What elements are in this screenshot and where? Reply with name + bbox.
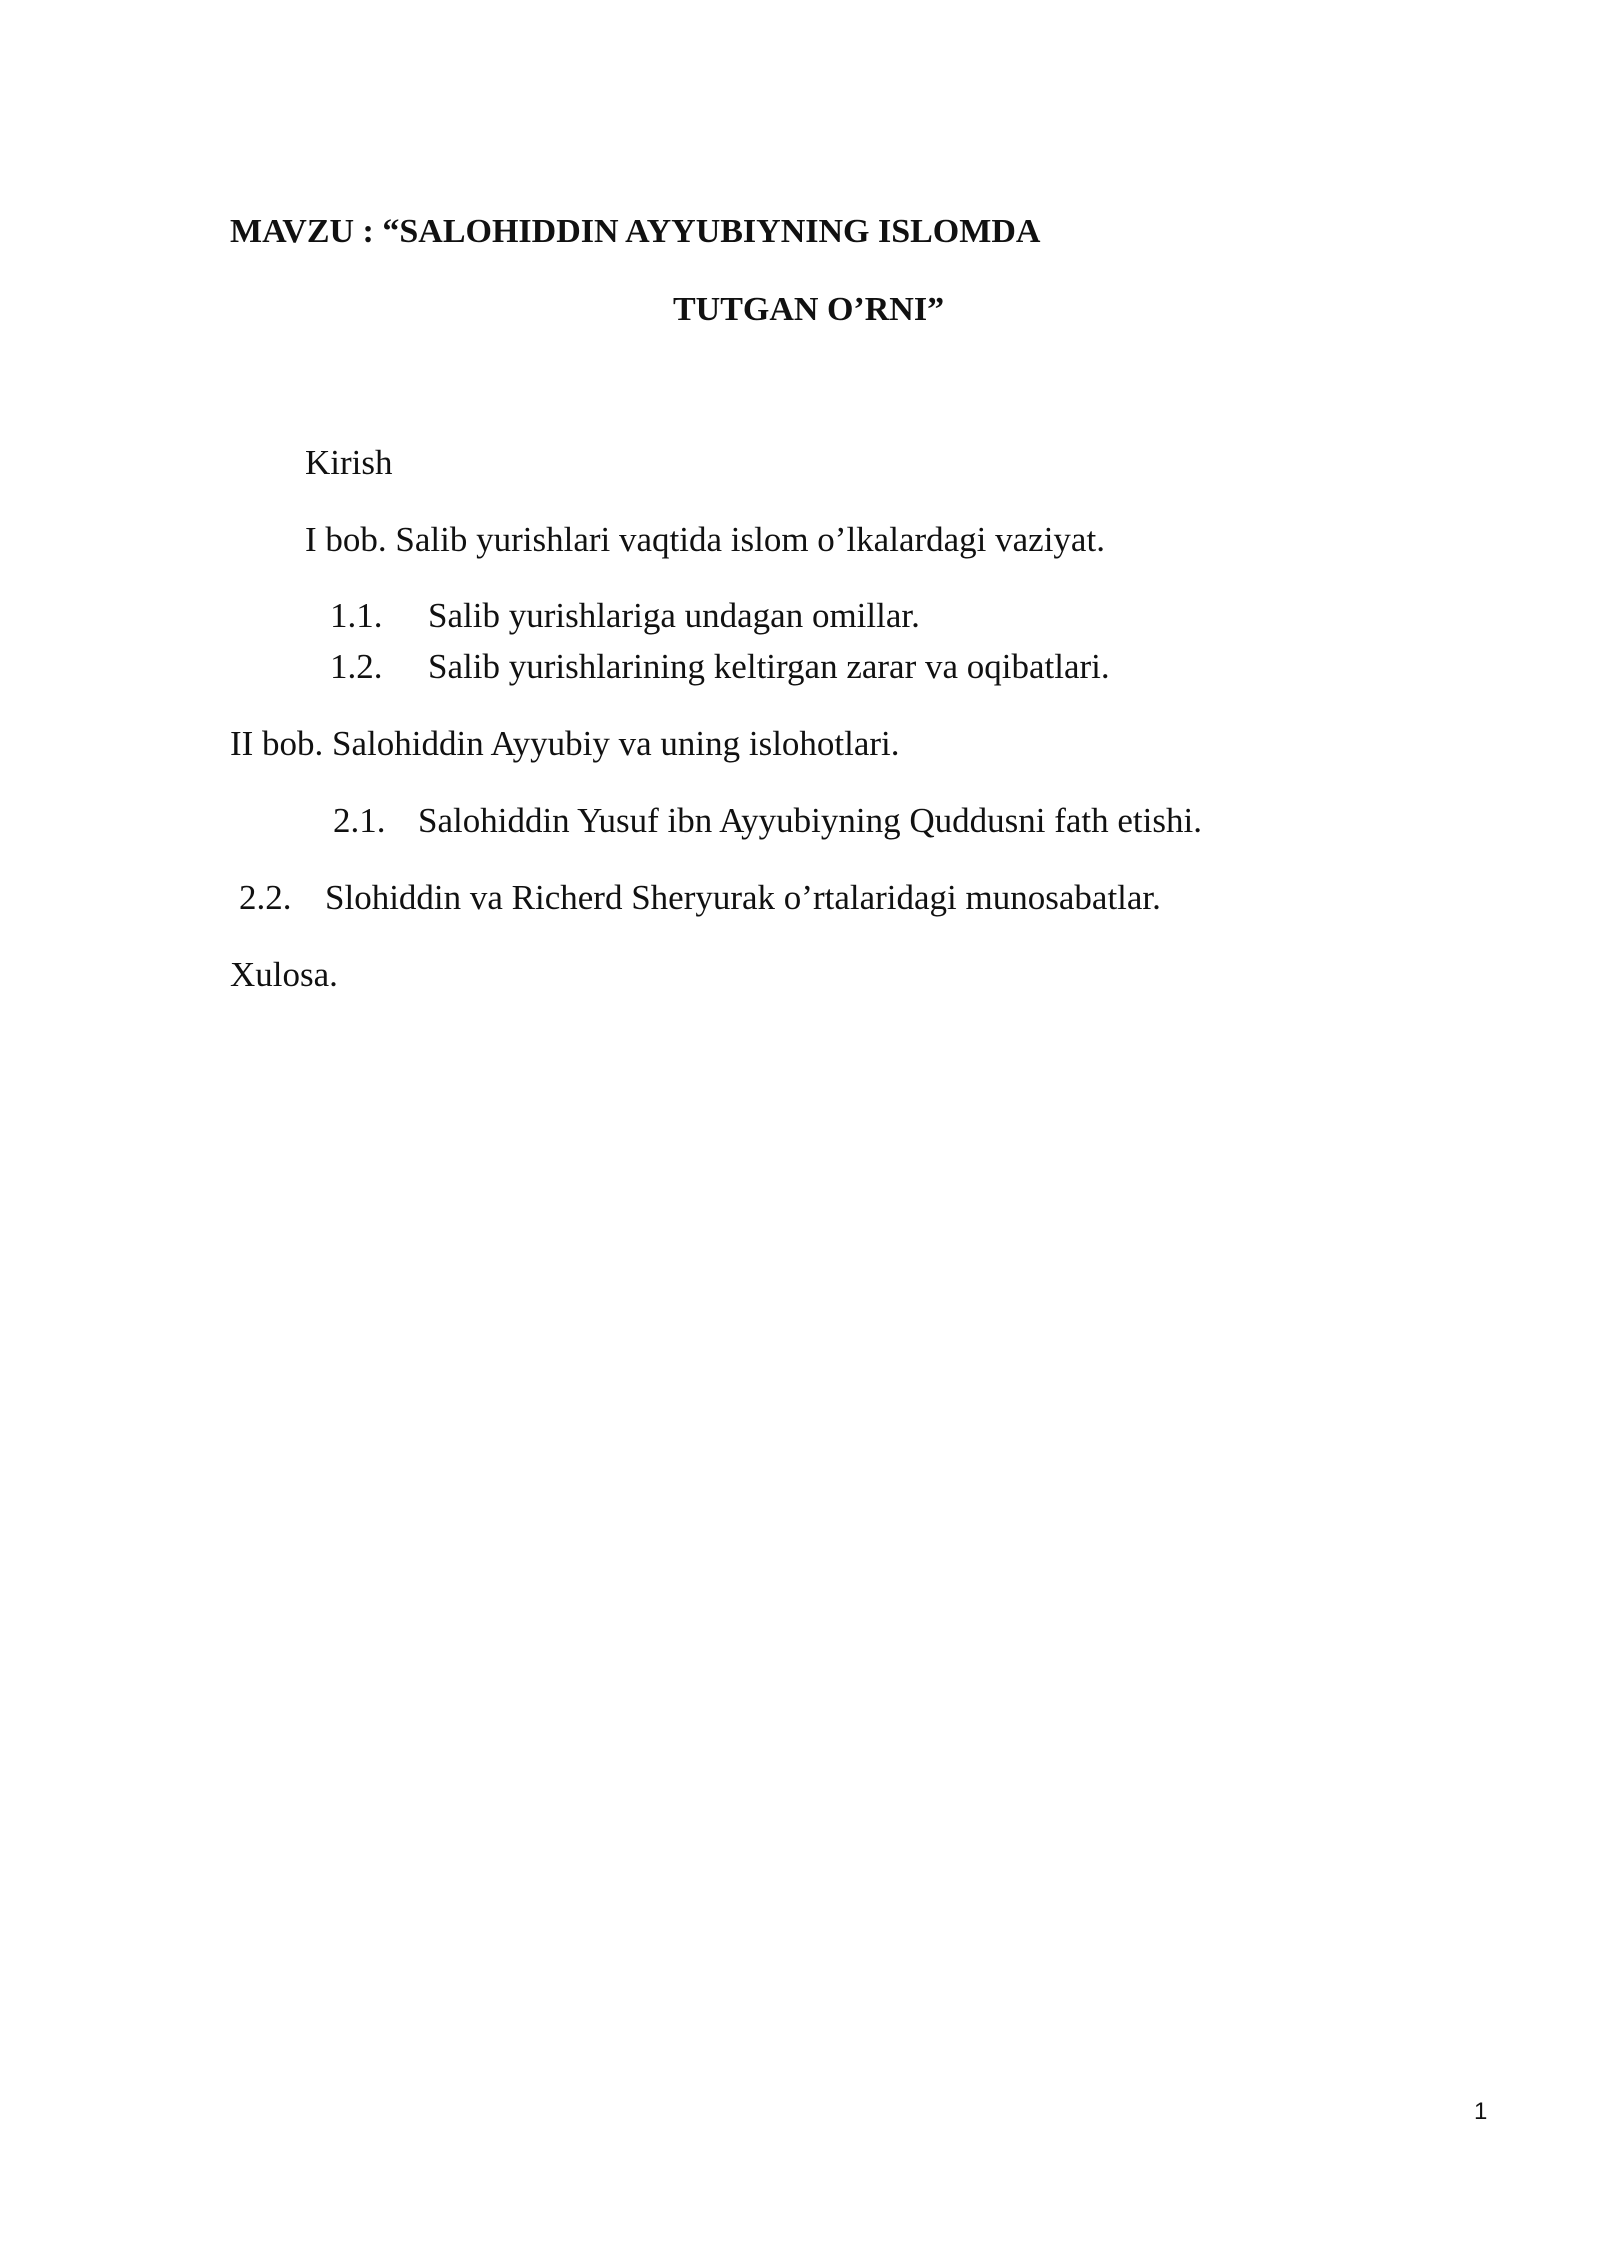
section-number: 1.2. — [330, 647, 383, 686]
title-line-1: MAVZU : “SALOHIDDIN AYYUBIYNING ISLOMDA — [230, 213, 1041, 250]
section-title: Salohiddin Yusuf ibn Ayyubiyning Quddusni fath etishi. — [418, 801, 1202, 840]
section-title: Slohiddin va Richerd Sheryurak o’rtalaridagi munosabatlar. — [325, 878, 1161, 917]
toc-chapter-1: I bob. Salib yurishlari vaqtida islom o’lkalardagi vaziyat. — [305, 520, 1105, 559]
title-line-2: TUTGAN O’RNI” — [673, 291, 945, 328]
toc-conclusion: Xulosa. — [230, 955, 338, 994]
page-number: 1 — [1474, 2098, 1488, 2125]
section-title: Salib yurishlarining keltirgan zarar va oqibatlari. — [428, 647, 1110, 686]
section-title: Salib yurishlariga undagan omillar. — [428, 596, 920, 635]
section-number: 2.2. — [239, 878, 292, 917]
toc-chapter-2: II bob. Salohiddin Ayyubiy va uning islohotlari. — [230, 724, 900, 763]
section-number: 1.1. — [330, 596, 383, 635]
toc-section-1-2 — [330, 647, 1110, 687]
section-number: 2.1. — [333, 801, 386, 840]
toc-intro: Kirish — [305, 443, 393, 482]
toc-section-2-2 — [239, 878, 1161, 918]
toc-section-1-1 — [330, 596, 920, 636]
toc-section-2-1 — [333, 801, 1202, 841]
